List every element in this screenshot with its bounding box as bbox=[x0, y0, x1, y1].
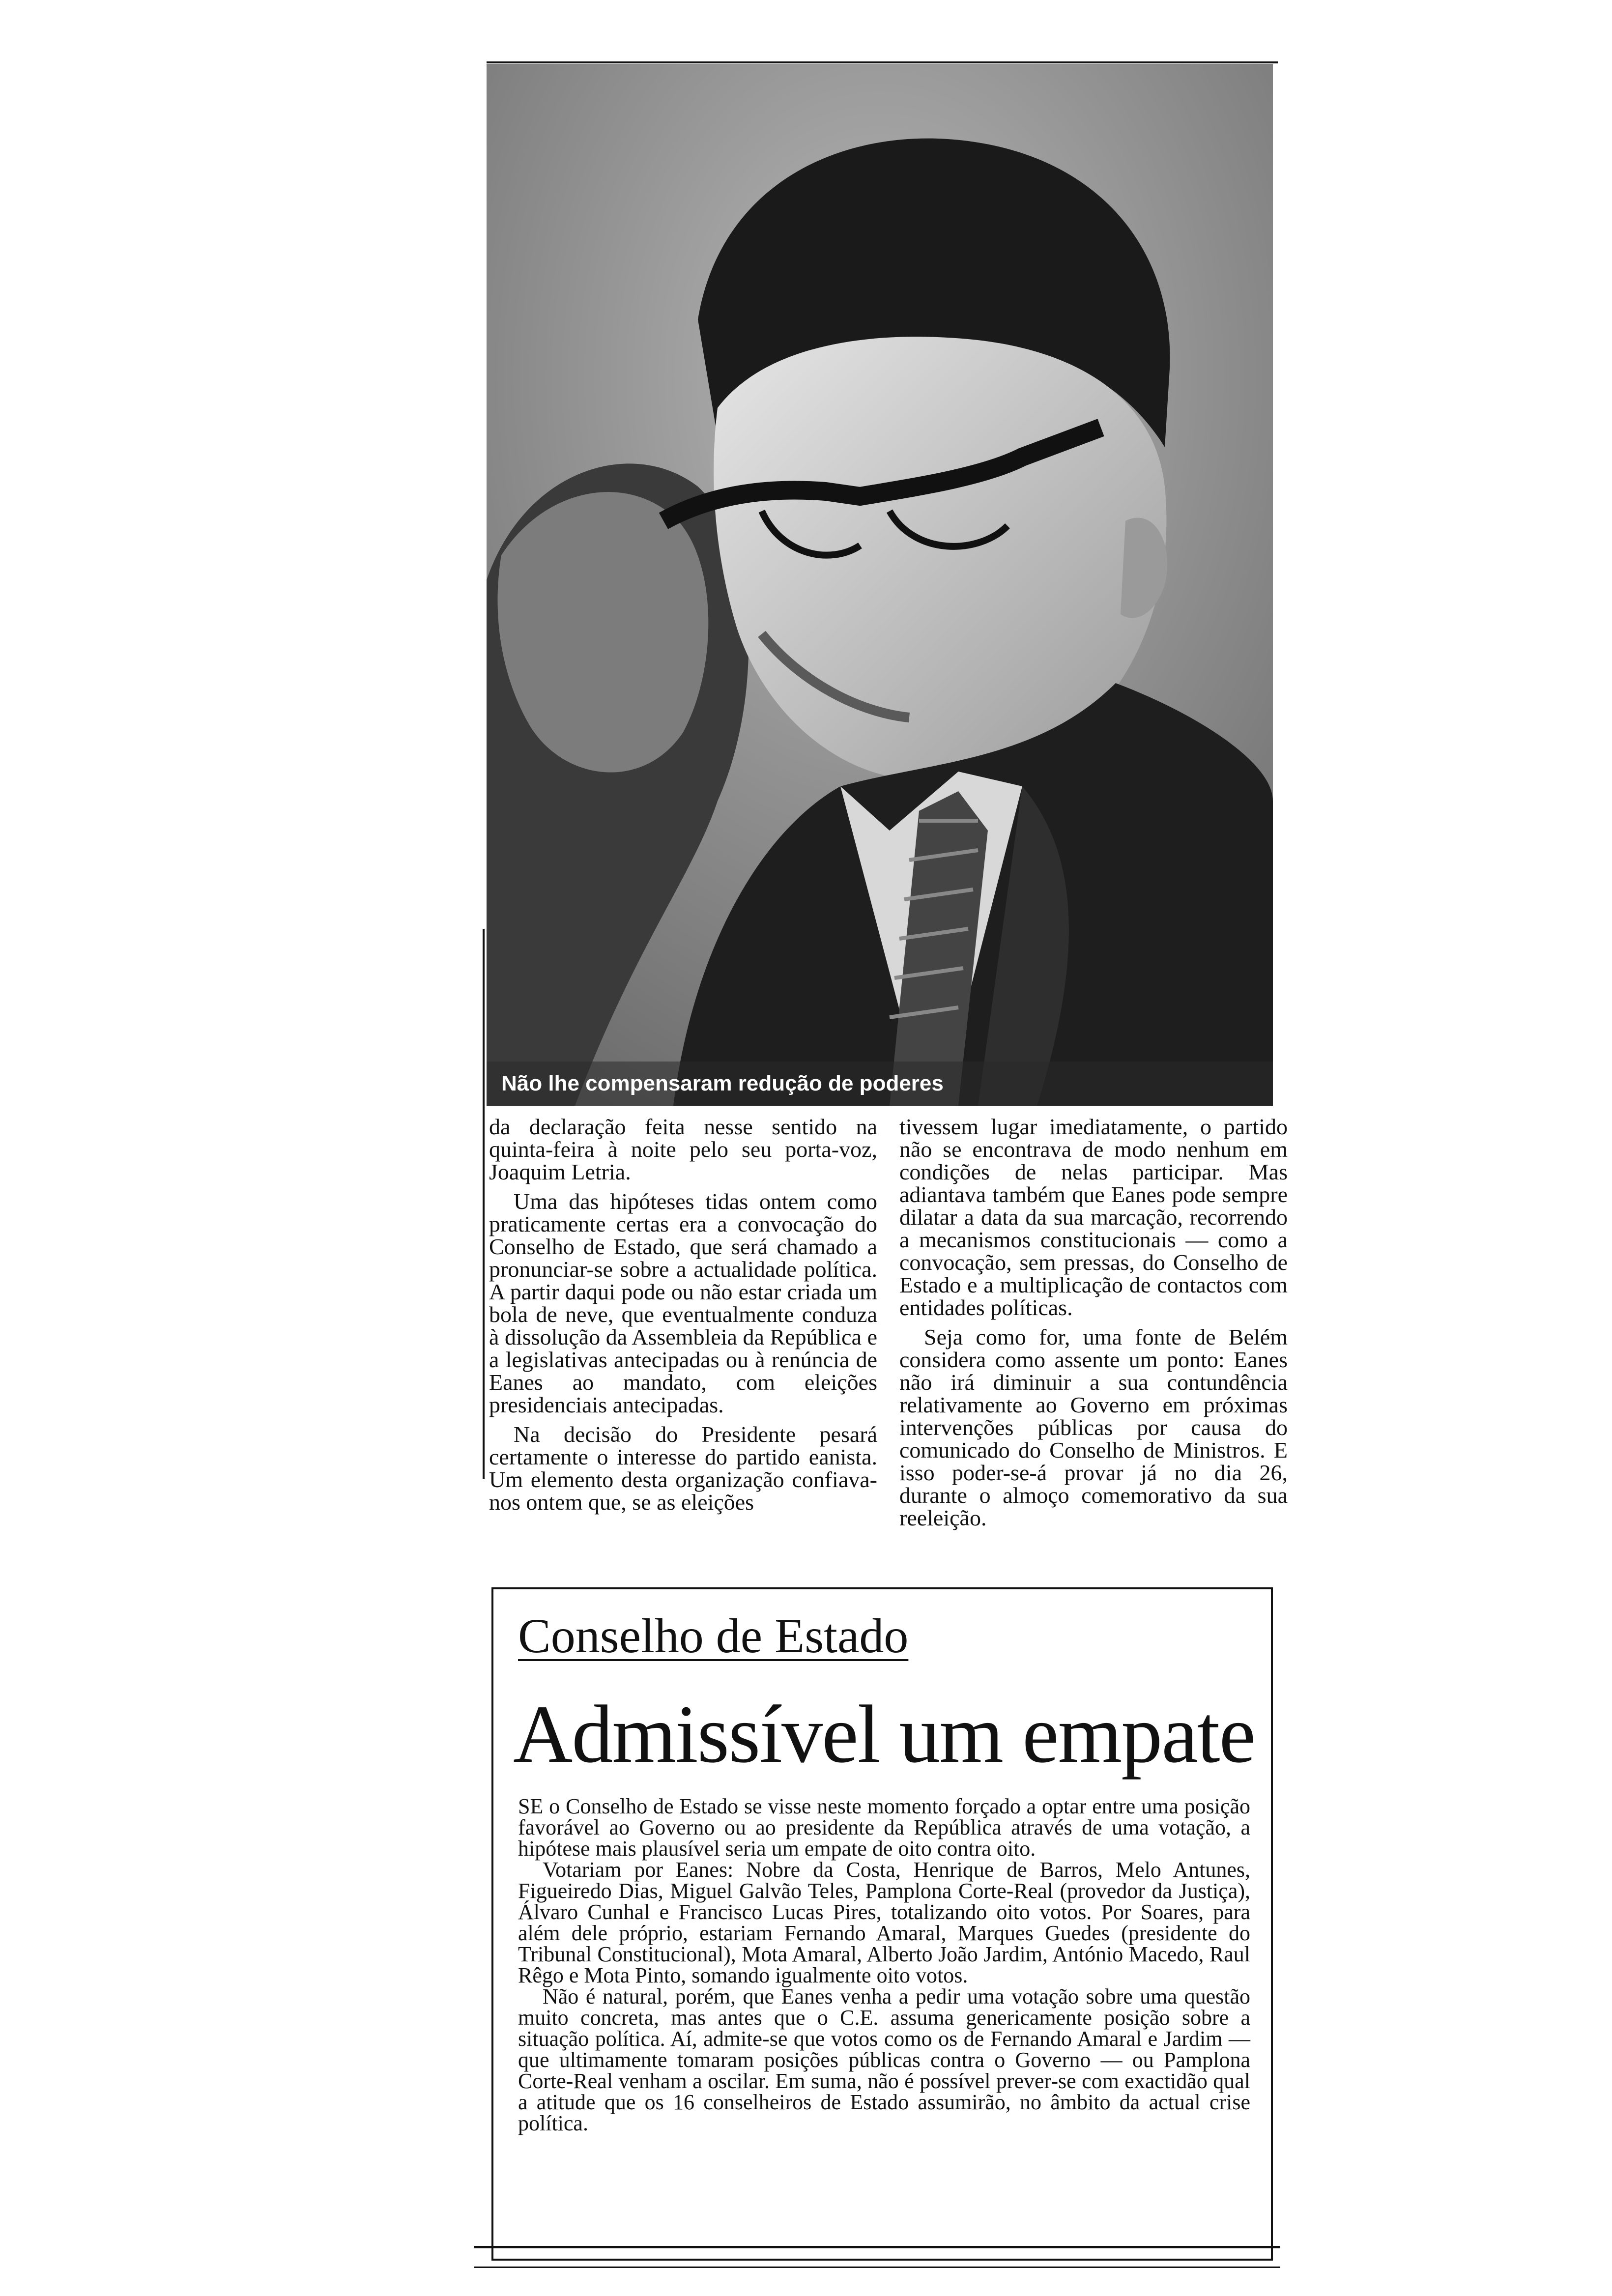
sidebar-body bbox=[518, 1796, 1250, 2134]
sidebar-headline: Admissível um empate bbox=[513, 1689, 1255, 1780]
article-paragraph: Seja como for, uma fonte de Belém considera como assente um ponto: Eanes não irá diminuir a sua contundência relativamente ao Governo em próximas intervenções públicas por causa do comunicado do Conselho de Ministros. E isso poder-se-á provar já no dia 26, durante o almoço comemorativo da sua reeleição. bbox=[899, 1324, 1288, 1530]
sidebar-paragraph: SE o Conselho de Estado se visse neste momento forçado a optar entre uma posição favorável ao Governo ou ao presidente da República através de uma votação, a hipótese mais plausível seria um empate de oito contra oito. bbox=[518, 1794, 1250, 1861]
sidebar-paragraph: Votariam por Eanes: Nobre da Costa, Henrique de Barros, Melo Antunes, Figueiredo Dias, Miguel Galvão Teles, Pamplona Corte-Real (provedor da Justiça), Álvaro Cunhal e Francisco Lucas Pires, totalizando oito votos. Por Soares, para além dele próprio, estariam Fernando Amaral, Marques Guedes (presidente do Tribunal Constitucional), Mota Amaral, Alberto João Jardim, António Macedo, Raul Rêgo e Mota Pinto, somando igualmente oito votos. bbox=[518, 1858, 1250, 1987]
sidebar-paragraph: Não é natural, porém, que Eanes venha a pedir uma votação sobre uma questão muito concreta, mas antes que o C.E. assuma genericamente posição sobre a situação política. Aí, admite-se que votos como os de Fernando Amaral e Jardim — que ultimamente tomaram posições públicas contra o Governo — ou Pamplona Corte-Real venham a oscilar. Em suma, não é possível prever-se com exactidão qual a atitude que os 16 conselheiros de Estado assumirão, no âmbito da actual crise política. bbox=[518, 1984, 1250, 2135]
sidebar-box bbox=[491, 1587, 1273, 2261]
bottom-rule bbox=[474, 2246, 1280, 2248]
news-photo bbox=[487, 64, 1273, 1106]
article-paragraph: Uma das hipóteses tidas ontem como praticamente certas era a convocação do Conselho de Estado, que será chamado a pronunciar-se sobre a actualidade política. A partir daqui pode ou não estar criada um bola de neve, que eventualmente conduza à dissolução da Assembleia da República e a legislativas antecipadas ou à renúncia de Eanes ao mandato, com eleições presidenciais antecipadas. bbox=[489, 1189, 877, 1417]
article-right-column bbox=[899, 1116, 1288, 1529]
photo-image bbox=[487, 64, 1273, 1106]
photo-caption: Não lhe compensaram redução de poderes bbox=[501, 1071, 944, 1095]
article-paragraph: Na decisão do Presidente pesará certamente o interesse do partido eanista. Um elemento desta organização confiava-nos ontem que, se as eleições bbox=[489, 1422, 877, 1515]
bottom-rule bbox=[474, 2267, 1280, 2268]
clipping-top-rule bbox=[487, 61, 1278, 63]
article-paragraph: tivessem lugar imediatamente, o partido não se encontrava de modo nenhum em condições de nelas participar. Mas adiantava também que Eanes pode sempre dilatar a data da sua marcação, recorrendo a mecanismos constitucionais — como a convocação, sem pressas, do Conselho de Estado e a multiplicação de contactos com entidades políticas. bbox=[899, 1114, 1288, 1320]
clipping-left-rule bbox=[483, 929, 485, 1479]
article-paragraph: da declaração feita nesse sentido na quinta-feira à noite pelo seu porta-voz, Joaquim Letria. bbox=[489, 1114, 877, 1184]
article-left-column bbox=[489, 1116, 877, 1514]
sidebar-kicker: Conselho de Estado bbox=[518, 1608, 909, 1663]
